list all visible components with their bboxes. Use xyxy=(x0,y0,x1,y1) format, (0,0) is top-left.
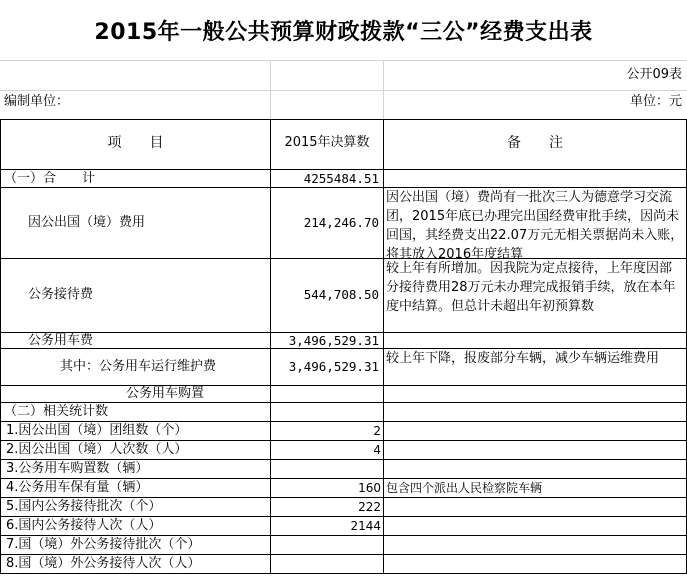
stat-label: 5.国内公务接待批次（个） xyxy=(6,499,162,514)
stat-note xyxy=(386,422,684,440)
stat-note xyxy=(386,555,684,573)
stat-value: 222 xyxy=(358,500,381,514)
stat-label: 7.国（境）外公务接待批次（个） xyxy=(6,537,201,552)
row-reception-label: 公务接待费 xyxy=(28,287,94,302)
stat-value xyxy=(271,555,381,573)
stat-value xyxy=(271,536,381,554)
stat-label: 8.国（境）外公务接待人次（人） xyxy=(6,556,201,571)
stat-note xyxy=(386,498,684,516)
row-vehicle-amount: 3,496,529.31 xyxy=(288,333,379,348)
header-amount: 2015年决算数 xyxy=(284,135,370,150)
stat-label: 6.国内公务接待人次（人） xyxy=(6,518,162,533)
org-label: 编制单位： xyxy=(4,94,70,109)
stat-value: 4 xyxy=(373,443,381,457)
stat-value: 160 xyxy=(358,481,381,495)
stat-note xyxy=(386,517,684,535)
stat-note xyxy=(386,441,684,459)
row-vehicle-ops-label: 其中：公务用车运行维护费 xyxy=(60,359,217,374)
stat-value xyxy=(271,460,381,478)
row-reception-amount: 544,708.50 xyxy=(303,287,379,302)
table-code: 公开09表 xyxy=(626,67,682,82)
row-vehicle-purchase-label: 公务用车购置 xyxy=(125,386,204,401)
stat-label: 3.公务用车购置数（辆） xyxy=(6,461,149,476)
header-note: 备 注 xyxy=(507,135,563,151)
row-abroad-note: 因公出国（境）费尚有一批次三人为德意学习交流团，2015年底已办理完出国经费审批手续，因尚未回国，其经费支出22.07万元无相关票据尚未入账，将其放入2016年度结算 xyxy=(386,190,684,262)
stat-note xyxy=(386,536,684,554)
stat-label: 1.因公出国（境）团组数（个） xyxy=(6,423,188,438)
row-vehicle-ops-amount: 3,496,529.31 xyxy=(288,359,379,374)
unit-label: 单位：元 xyxy=(629,94,682,109)
stat-value: 2 xyxy=(373,424,381,438)
row-total-amount: 4255484.51 xyxy=(303,171,379,186)
row-abroad-label: 因公出国（境）费用 xyxy=(28,215,146,230)
row-reception-note: 较上年有所增加。因我院为定点接待，上年度因部分接待费用28万元未办理完成报销手续，放在本年度中结算。但总计未超出年初预算数 xyxy=(386,261,676,314)
stat-label: 4.公务用车保有量（辆） xyxy=(6,480,149,495)
row-total-label: （一）合 计 xyxy=(4,171,96,186)
row-abroad-amount: 214,246.70 xyxy=(303,215,379,230)
page-title: 2015年一般公共预算财政拨款“三公”经费支出表 xyxy=(94,19,593,45)
row-vehicle-label: 公务用车费 xyxy=(28,333,94,348)
stat-note xyxy=(386,460,684,478)
stat-value: 2144 xyxy=(350,519,381,533)
row-stats-header-label: （二）相关统计数 xyxy=(4,404,109,419)
stat-note: 包含四个派出人民检察院车辆 xyxy=(386,481,543,495)
header-item: 项 目 xyxy=(107,135,164,151)
stat-label: 2.因公出国（境）人次数（人） xyxy=(6,442,188,457)
row-vehicle-ops-note: 较上年下降，报废部分车辆，减少车辆运维费用 xyxy=(386,351,660,366)
